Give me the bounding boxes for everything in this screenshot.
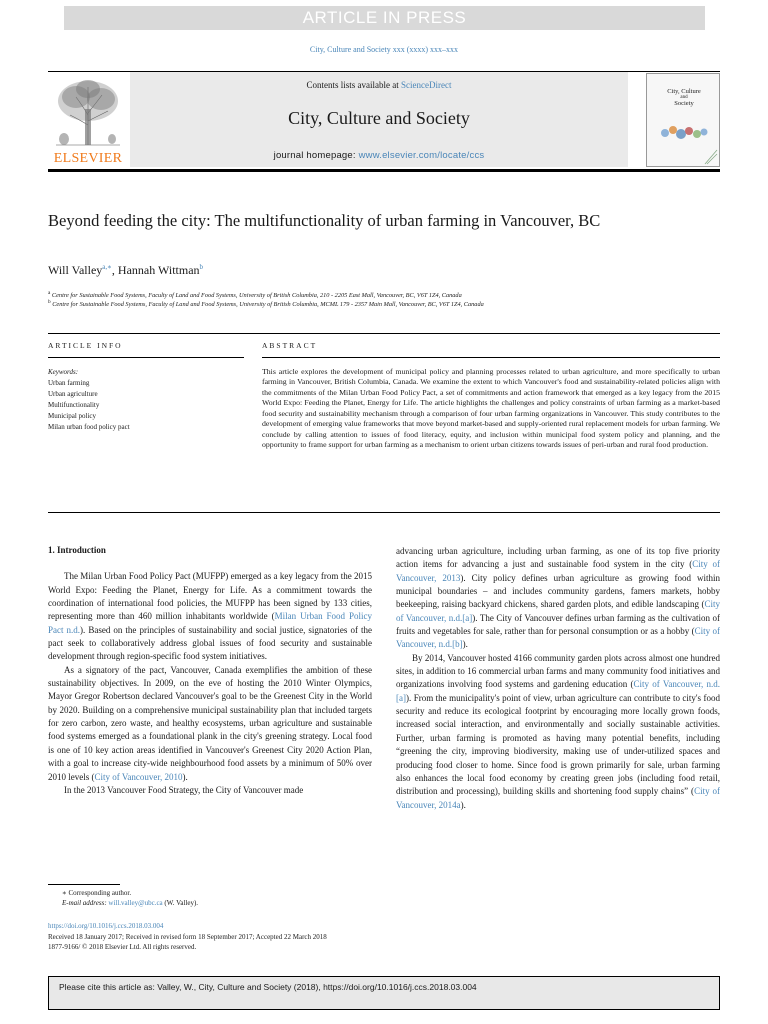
doi-link[interactable]: https://doi.org/10.1016/j.ccs.2018.03.004 [48, 922, 164, 930]
email-suffix: (W. Valley). [162, 899, 199, 907]
citation-link[interactable]: City of Vancouver, n.d.[a] [396, 679, 720, 703]
cite-notice-text[interactable]: Please cite this article as: Valley, W., City, Culture and Society (2018), https://doi.org/10.1016/j.ccs.2018.03.004 [59, 982, 477, 992]
footnote-rule [48, 884, 120, 885]
cover-corner-icon [703, 148, 719, 166]
corresponding-author-note: ∗ Corresponding author. [62, 889, 132, 897]
author-name[interactable]: Hannah Wittman [117, 263, 200, 277]
paragraph: In the 2013 Vancouver Food Strategy, the City of Vancouver made [64, 784, 304, 795]
email-link[interactable]: will.valley@ubc.ca [108, 899, 163, 907]
received-dates: Received 18 January 2017; Received in revised form 18 September 2017; Accepted 22 March 2018 [48, 932, 327, 941]
keyword[interactable]: Urban agriculture [48, 390, 98, 398]
affiliation-a [48, 290, 748, 299]
keyword[interactable]: Municipal policy [48, 412, 97, 420]
article-title: Beyond feeding the city: The multifunctionality of urban farming in Vancouver, BC [48, 211, 601, 230]
keywords-label: Keywords: [48, 368, 79, 376]
paragraph-text: ). [182, 771, 188, 782]
cover-graphic-icon [659, 122, 709, 144]
journal-cover-thumbnail[interactable] [646, 73, 720, 167]
elsevier-tree-icon [48, 75, 128, 149]
paragraph-text: ). [462, 639, 468, 650]
journal-title: City, Culture and Society [288, 108, 470, 128]
affiliation-text: Centre for Sustainable Food Systems, Faculty of Land and Food Systems, University of British Columbia, 210 - 2205 East Mall, Vancouver, BC, V6T 1Z4, Canada [51, 292, 462, 300]
author-affiliation-mark[interactable]: b [199, 263, 204, 271]
homepage-link[interactable]: www.elsevier.com/locate/ccs [358, 150, 485, 161]
paragraph-text: As a signatory of the pact, Vancouver, Canada exemplifies the ambition of these sustainability objectives. In 2009, on the eve of hosting the 2010 Winter Olympics, Mayor Gregor Robertson declared Vancouver's goal to be the Greenest City in the World by 2020. Building on a comprehensive municipal sustainability plan that included targets for zero carbon, zero waste, and healthy ecosystems, urban agriculture and sustainable food systems emerged as a foundational plank in the city's greening strategy. Local food is one of 10 key action areas identified in Vancouver's Greenest City 2020 Action Plan, with a goal to increase city-wide neighbourhood food assets by a minimum of 50% over 2010 levels ( [48, 664, 372, 782]
article-in-press-banner: ARTICLE IN PRESS [64, 6, 705, 30]
masthead-bottom-rule [48, 169, 720, 172]
paragraph [396, 545, 720, 652]
citation-link[interactable]: City of Vancouver, 2014a [396, 786, 720, 810]
paragraph-text: ). City policy defines urban agriculture as growing food within municipal boundaries – and includes community gardens, famers markets, hobby beekeeping, raising backyard chickens, shared garden plots, and edible landscaping ( [396, 572, 721, 610]
cover-title-line: Society [674, 100, 694, 107]
affiliation-b [48, 299, 748, 308]
paragraph-text: ). Based on the principles of sustainability and social justice, signatories of the pact seek to collaboratively address global issues of food security and sustainable development through region-specific food system initiatives. [48, 624, 373, 662]
citation-link[interactable]: City of Vancouver, 2013 [396, 559, 720, 583]
paragraph-text: ). [460, 799, 466, 810]
keyword[interactable]: Milan urban food policy pact [48, 423, 130, 431]
divider [48, 333, 720, 334]
citation-link[interactable]: City of Vancouver, n.d.[a] [396, 599, 720, 623]
author-name[interactable]: Will Valley [48, 263, 103, 277]
divider [262, 357, 720, 358]
affiliation-mark: b [48, 299, 51, 305]
copyright-line: 1877-9166/ © 2018 Elsevier Ltd. All rights reserved. [48, 943, 197, 951]
keywords-list [48, 378, 130, 433]
author-separator: , [111, 263, 118, 277]
journal-homepage [130, 150, 628, 161]
sciencedirect-link[interactable]: ScienceDirect [401, 80, 452, 90]
citation-link[interactable]: Milan Urban Food Policy Pact n.d. [48, 611, 372, 635]
divider [48, 357, 244, 358]
article-info-heading: ARTICLE INFO [48, 341, 123, 350]
journal-reference[interactable]: City, Culture and Society xxx (xxxx) xxx–xxx [309, 45, 459, 54]
homepage-prefix: journal homepage: [273, 150, 359, 161]
contents-available [130, 80, 628, 90]
abstract-body: This article explores the development of municipal policy and planning processes related to urban agriculture, and more specifically to urban farming in Vancouver, British Columbia, Canada. We examine the extent to which Vancouver's food and sustainability-related policies align with the commitments of the Milan Urban Food Policy Pact, a set of commitments and action framework that emerged as a key legacy from the 2015 World Expo: Feeding the Planet, Energy for Life. The article highlights the challenges and policy constraints of urban farming as a market-based food security and sustainability mechanism through a comparison of four urban farming organizations in Vancouver. This study contributes to the development of emerging value frameworks that move beyond market-based and supply-oriented rural replacement models for urban farming. We conclude by calling attention to issues of food literacy, equity, and inclusion within municipal food system policy and planning, and the opportunity to frame support for urban farming as a mechanism to orient urban citizens towards issues of peri-urban and rural food production. [262, 367, 720, 450]
abstract-heading: ABSTRACT [262, 341, 318, 350]
paragraph [48, 570, 372, 663]
paragraph-text: advancing urban agriculture, including urban farming, as one of its top five priority action items for advancing a just and sustainable food system in the city ( [396, 546, 720, 570]
cover-title-line: and [680, 95, 688, 100]
cite-notice-box [48, 976, 720, 1010]
section-heading: 1. Introduction [48, 545, 106, 555]
paragraph-text: ). From the municipality's point of view, urban agriculture can contribute to city's food security and reduce its ecological footprint by encouraging more locally grown foods, increased social interaction, and environmentally and socially sustainable activities. Further, urban farming is promoted as having many potential benefits, including “greening the city, improving biodiversity, making use of under-utilized spaces and producing food closer to home. Since food is grown primarily for sale, urban farming also enhances the local food economy by creating green jobs (including food retail, distribution and processing), building skills and shortening food supply chains” ( [396, 692, 720, 797]
email-label: E-mail address: [62, 899, 109, 907]
elsevier-wordmark: ELSEVIER [53, 151, 123, 166]
contents-prefix: Contents lists available at [306, 80, 401, 90]
divider [48, 512, 720, 513]
citation-link[interactable]: City of Vancouver, 2010 [94, 771, 183, 782]
affiliation-mark: a [48, 290, 51, 296]
paragraph-text: ). The City of Vancouver defines urban farming as the cultivation of fruits and vegetables for sale, rather than for personal consumption or as a hobby ( [396, 612, 720, 637]
citation-link[interactable]: City of Vancouver, n.d.[b] [396, 626, 720, 650]
keyword[interactable]: Urban farming [48, 379, 90, 387]
paragraph [48, 664, 372, 784]
affiliation-text: Centre for Sustainable Food Systems, Faculty of Land and Food Systems, University of British Columbia, MCML 179 - 2357 Main Mall, Vancouver, BC, V6T 1Z4, Canada [52, 301, 484, 309]
paragraph-text: The Milan Urban Food Policy Pact (MUFPP) emerged as a key legacy from the 2015 World Expo: Feeding the Planet, Energy for Life. As a commitment towards the coordination of international food policies, the MUFPP has been signed by 133 cities, representing more than 460 million inhabitants worldwide ( [48, 571, 372, 622]
author-list [48, 263, 203, 278]
paragraph-text: By 2014, Vancouver hosted 4166 community garden plots across almost one hundred sites, in addition to 16 commercial urban farms and many community food initiatives and organizations involving food systems and gardening education ( [396, 652, 720, 690]
elsevier-logo[interactable] [48, 75, 128, 165]
author-affiliation-mark[interactable]: a,∗ [102, 263, 112, 271]
cover-title-line: City, Culture [667, 88, 701, 95]
body-left-column [48, 544, 372, 797]
email-note [62, 898, 198, 908]
publication-info [48, 921, 327, 953]
keyword[interactable]: Multifunctionality [48, 401, 100, 409]
body-right-column [396, 545, 720, 812]
cover-title [647, 88, 721, 107]
paragraph [396, 652, 720, 812]
